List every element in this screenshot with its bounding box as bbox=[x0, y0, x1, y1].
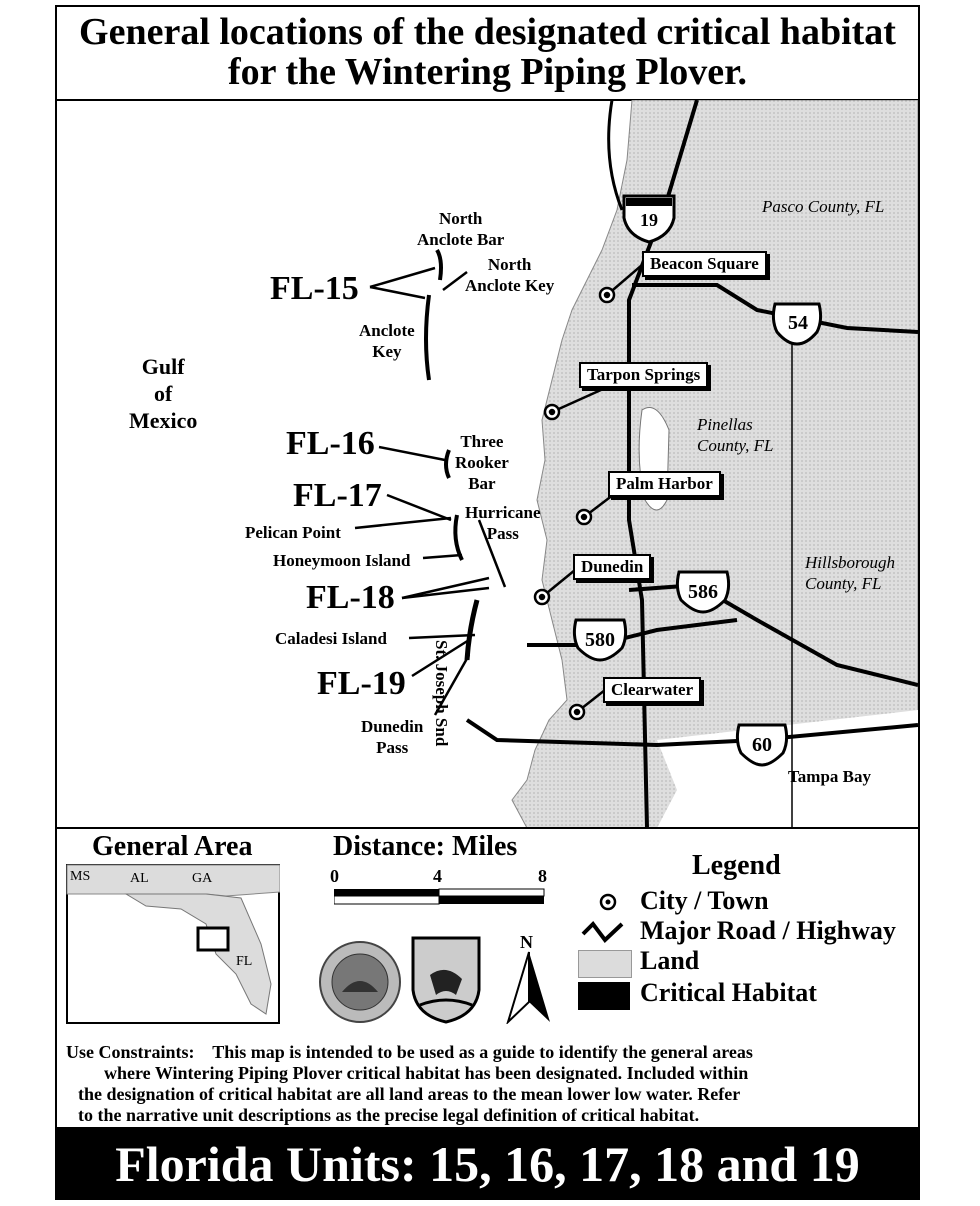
tampa-bay-label: Tampa Bay bbox=[788, 767, 871, 786]
north-arrow-label: N bbox=[520, 932, 533, 952]
doi-seal-icon bbox=[318, 940, 402, 1024]
city-clearwater: Clearwater bbox=[603, 677, 701, 703]
pinellas-line1: Pinellas bbox=[697, 415, 753, 434]
unit-label-fl18: FL-18 bbox=[306, 579, 395, 616]
page-title: General locations of the designated critical habitat for the Wintering Piping Plover. bbox=[79, 11, 896, 93]
scale-tick-0: 0 bbox=[330, 866, 339, 886]
distance-heading: Distance: Miles bbox=[333, 831, 518, 862]
interstate-19-number: 19 bbox=[640, 210, 658, 230]
constraints-line3: the designation of critical habitat are all land areas to the mean lower low water. Refer bbox=[78, 1084, 741, 1104]
general-area-inset bbox=[66, 864, 280, 1024]
unit-label-fl16: FL-16 bbox=[286, 425, 375, 462]
habitat-three-rooker-bar bbox=[446, 450, 449, 478]
inset-state-al: AL bbox=[130, 871, 149, 886]
legend-city-town: City / Town bbox=[640, 886, 769, 915]
footer-title: Florida Units: 15, 16, 17, 18 and 19 bbox=[115, 1135, 860, 1192]
dunedin-pass-line1: Dunedin bbox=[361, 717, 424, 736]
north-anclote-bar-label bbox=[417, 208, 504, 250]
constraints-line4: to the narrative unit descriptions as the precise legal definition of critical habitat. bbox=[78, 1105, 700, 1125]
three-rooker-bar-label bbox=[455, 431, 509, 494]
road-icon bbox=[580, 920, 626, 946]
caladesi-island-label: Caladesi Island bbox=[275, 629, 387, 648]
hurricane-pass-line2: Pass bbox=[486, 524, 519, 543]
dunedin-pass-label bbox=[361, 716, 423, 758]
habitat-anclote-key bbox=[426, 295, 429, 380]
gulf-of-mexico-label bbox=[129, 353, 197, 434]
unit-label-fl17: FL-17 bbox=[293, 477, 382, 514]
unit-label-fl19: FL-19 bbox=[317, 665, 406, 702]
inset-state-ms: MS bbox=[70, 869, 91, 884]
three-rooker-line3: Bar bbox=[468, 474, 496, 493]
north-anclote-bar-line1: North bbox=[438, 209, 483, 228]
us-586-number: 586 bbox=[688, 581, 718, 603]
north-anclote-key-line1: North bbox=[487, 255, 532, 274]
habitat-caladesi bbox=[467, 600, 477, 660]
inset-state-ga: GA bbox=[192, 871, 213, 886]
footer-banner bbox=[55, 1127, 920, 1200]
anclote-key-line2: Key bbox=[372, 342, 402, 361]
unit-label-fl15: FL-15 bbox=[270, 270, 359, 307]
inset-state-fl: FL bbox=[236, 954, 253, 969]
legend-major-road: Major Road / Highway bbox=[640, 916, 896, 945]
legend-critical-habitat: Critical Habitat bbox=[640, 978, 817, 1007]
north-anclote-bar-line2: Anclote Bar bbox=[417, 230, 505, 249]
section-divider bbox=[55, 827, 920, 829]
gulf-label-line1: Gulf bbox=[141, 354, 185, 379]
legend-land: Land bbox=[640, 946, 700, 975]
hillsborough-line1: Hillsborough bbox=[805, 553, 896, 572]
general-area-heading: General Area bbox=[92, 831, 253, 862]
pelican-point-label: Pelican Point bbox=[245, 523, 341, 542]
city-town-icon bbox=[598, 892, 618, 912]
habitat-north-anclote-bar bbox=[437, 250, 441, 280]
north-anclote-key-line2: Anclote Key bbox=[465, 276, 555, 295]
city-beacon-square: Beacon Square bbox=[642, 251, 767, 277]
hillsborough-county-label bbox=[805, 552, 895, 594]
critical-habitat-swatch bbox=[578, 982, 630, 1010]
three-rooker-line1: Three bbox=[460, 432, 504, 451]
constraints-line1: This map is intended to be used as a guide to identify the general areas bbox=[212, 1042, 753, 1062]
pinellas-county-label bbox=[697, 414, 774, 456]
fws-shield-icon bbox=[410, 935, 482, 1025]
hillsborough-line2: County, FL bbox=[805, 574, 882, 593]
north-anclote-key-label bbox=[465, 254, 554, 296]
hurricane-pass-line1: Hurricane bbox=[465, 503, 541, 522]
city-palm-harbor: Palm Harbor bbox=[608, 471, 721, 497]
gulf-label-line2: of bbox=[154, 381, 173, 406]
legend-heading: Legend bbox=[692, 850, 781, 881]
scale-tick-4: 4 bbox=[433, 866, 442, 886]
honeymoon-island-label: Honeymoon Island bbox=[273, 551, 411, 570]
us-60-number: 60 bbox=[752, 734, 772, 756]
use-constraints bbox=[66, 1042, 906, 1126]
us-580-number: 580 bbox=[585, 629, 615, 651]
habitat-honeymoon bbox=[455, 515, 462, 560]
scale-bar bbox=[334, 888, 546, 908]
city-tarpon-springs: Tarpon Springs bbox=[579, 362, 708, 388]
map-panel bbox=[57, 100, 918, 828]
land-swatch bbox=[578, 950, 632, 978]
gulf-label-line3: Mexico bbox=[129, 408, 198, 433]
pinellas-line2: County, FL bbox=[697, 436, 774, 455]
title-box bbox=[55, 5, 920, 101]
constraints-line2: where Wintering Piping Plover critical habitat has been designated. Included within bbox=[104, 1063, 749, 1083]
city-dunedin: Dunedin bbox=[573, 554, 651, 580]
anclote-key-line1: Anclote bbox=[359, 321, 415, 340]
anclote-key-label bbox=[359, 320, 415, 362]
us-54-number: 54 bbox=[788, 312, 808, 334]
north-arrow-icon bbox=[506, 950, 552, 1024]
dunedin-pass-line2: Pass bbox=[376, 738, 409, 757]
st-joseph-sound-label: St. Joseph Snd bbox=[432, 640, 451, 747]
scale-tick-8: 8 bbox=[538, 866, 547, 886]
hurricane-pass-label bbox=[465, 502, 541, 544]
three-rooker-line2: Rooker bbox=[455, 453, 509, 472]
constraints-label: Use Constraints: bbox=[66, 1042, 195, 1062]
pasco-county-label: Pasco County, FL bbox=[762, 197, 885, 216]
